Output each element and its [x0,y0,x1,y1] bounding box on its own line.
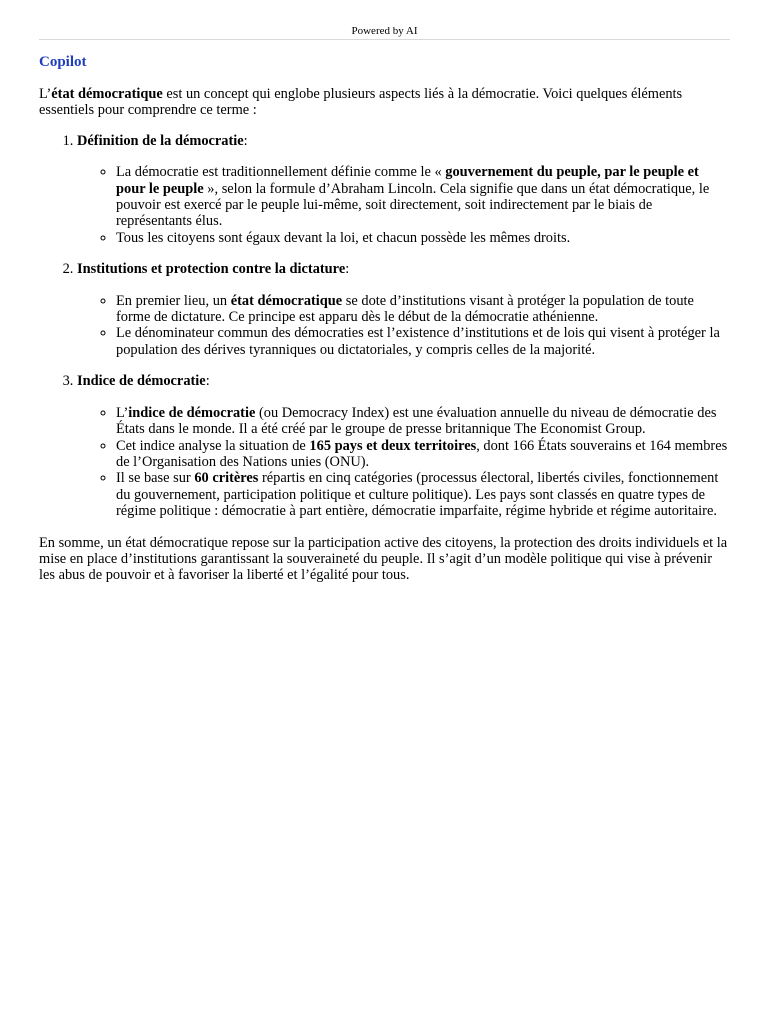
point-text-end: se dote d’institutions visant à protéger la population de toute forme de dictature. Ce principe est apparu dès le début de la démocratie athénienne. [116,292,694,326]
section-title-text: Indice de démocratie [77,373,206,390]
list-item [116,230,731,246]
intro-prefix: L’ [39,86,52,102]
list-item [116,405,731,438]
points-list [77,164,731,246]
point-text: En premier lieu, un [116,292,231,309]
point-bold: indice de démocratie [128,404,256,421]
point-text-end: répartis en cinq catégories (processus électoral, libertés civiles, fonctionnement du gouvernement, participation politique et culture politique). Les pays sont classés en quatre types de régime politique : démocratie à part entière, démocratie imparfaite, régime hybride et régime autoritaire. [116,470,719,520]
list-item [116,438,731,471]
section-title: 1. Définition de la démocratie: [77,132,248,149]
section-title-text: Définition de la démocratie [77,132,244,149]
conclusion-paragraph: En somme, un état démocratique repose sur la participation active des citoyens, la protection des droits individuels et la mise en place d’institutions garantissant la souveraineté du peuple. Il s’agit d’un modèle politique qui vise à prévenir les abus de pouvoir et à favoriser la liberté et l’égalité pour tous. [39,534,728,584]
list-item [116,470,731,519]
point-bold: 165 pays et deux territoires [309,437,477,454]
section-institutions [77,261,731,358]
list-item [116,325,731,358]
point-text: L’ [116,404,129,421]
section-democracy-index [77,373,731,519]
point-text: Il se base sur [116,470,195,487]
powered-by-header: Powered by AI [39,25,730,40]
point-text: Le dénominateur commun des démocraties est l’existence d’institutions et de lois qui visent à protéger la population des dérives tyranniques ou dictatoriales, y compris celles de la majorité. [116,325,720,358]
point-text: Cet indice analyse la situation de [116,437,310,454]
section-title: 2. Institutions et protection contre la dictature: [77,261,350,278]
point-text-end: , dont 166 États souverains et 164 membres de l’Organisation des Nations unies (ONU). [116,437,728,470]
point-text-end: (ou Democracy Index) est une évaluation annuelle du niveau de démocratie des États dans le monde. Il a été créé par le groupe de presse britannique The Economist Group. [116,404,717,438]
copilot-title: Copilot [39,54,87,70]
sections-list [39,133,731,520]
list-item [116,164,731,230]
point-bold: gouvernement du peuple, par le peuple et pour le peuple [116,164,699,197]
section-title: 3. Indice de démocratie: [77,373,210,390]
section-definition [77,133,731,246]
point-text: Tous les citoyens sont égaux devant la loi, et chacun possède les mêmes droits. [116,229,571,246]
intro-paragraph [39,86,731,119]
point-text: La démocratie est traditionnellement définie comme le « [116,164,446,181]
point-bold: état démocratique [230,292,343,309]
list-item [116,293,731,326]
intro-bold-term: état démocratique [51,86,163,102]
document-content [39,54,731,584]
intro-suffix: est un concept qui englobe plusieurs aspects liés à la démocratie. Voici quelques éléments essentiels pour comprendre ce terme : [39,86,683,119]
point-text-end: », selon la formule d’Abraham Lincoln. Cela signifie que dans un état démocratique, le pouvoir est exercé par le peuple lui-même, soit directement, soit indirectement par le biais de représentants élus. [116,180,710,230]
section-title-text: Institutions et protection contre la dictature [77,261,346,278]
points-list [77,405,731,520]
point-bold: 60 critères [194,470,259,487]
points-list [77,293,731,359]
